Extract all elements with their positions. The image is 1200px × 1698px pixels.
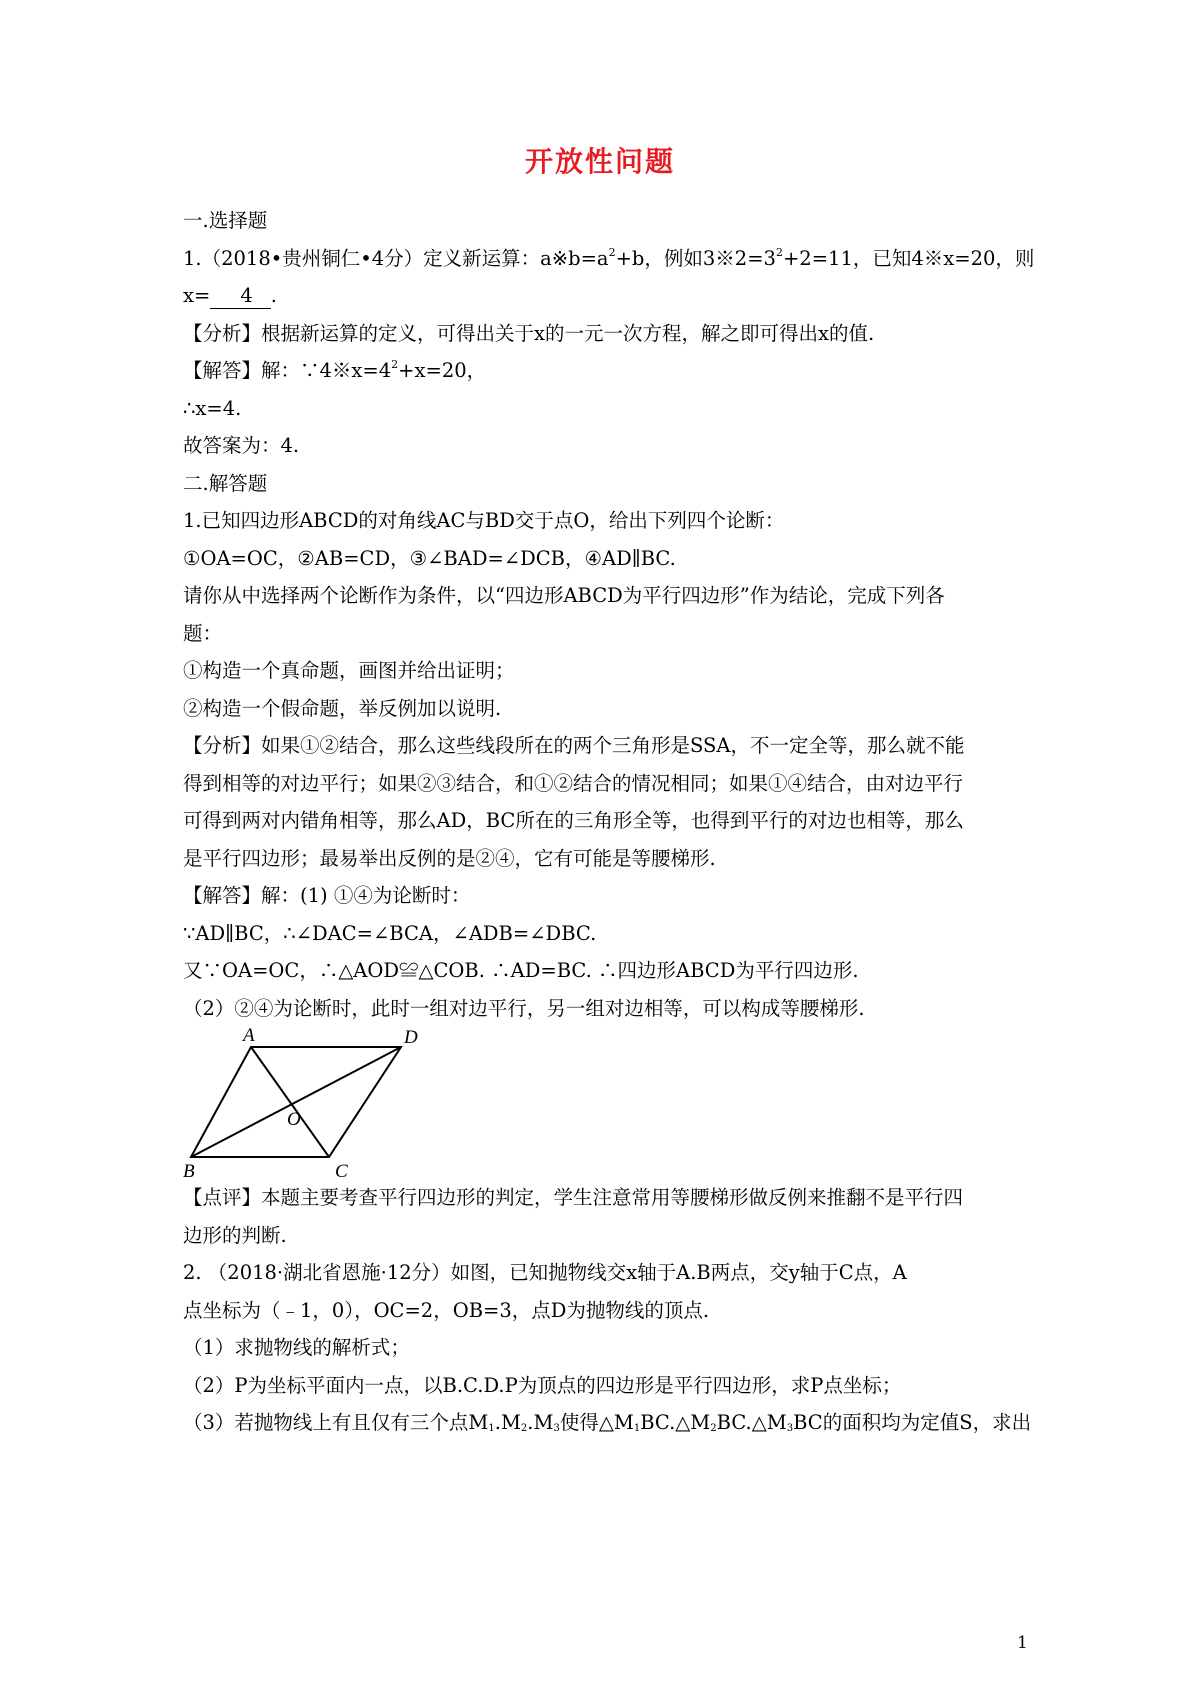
p1-solution-4: （2）②④为论断时，此时一组对边平行，另一组对边相等，可以构成等腰梯形.: [183, 996, 865, 1020]
p2-line-3: （1）求抛物线的解析式；: [183, 1336, 410, 1359]
p1-comment-1: 【点评】本题主要考查平行四边形的判定，学生注意常用等腰梯形做反例来推翻不是平行四: [183, 1186, 964, 1209]
page-number: 1: [1017, 1633, 1028, 1653]
p1-line-4: 题：: [183, 621, 223, 645]
p2-line-2: 点坐标为（﹣1，0），OC=2，OB=3，点D为抛物线的顶点.: [183, 1298, 710, 1322]
p1-solution-1: 【解答】解：(1) ①④为论断时：: [183, 884, 471, 907]
parallelogram-figure: [183, 1027, 1033, 1179]
diagonal-bd: [191, 1047, 401, 1157]
p1-solution-2: ∵AD∥BC，∴∠DAC=∠BCA，∠ADB=∠DBC.: [183, 921, 597, 945]
p1-line-1: 1.已知四边形ABCD的对角线AC与BD交于点O，给出下列四个论断：: [183, 509, 785, 532]
p1-solution-3: 又∵OA=OC，∴△AOD≌△COB. ∴AD=BC. ∴四边形ABCD为平行四边形.: [183, 959, 859, 982]
p2-line-1: 2. （2018·湖北省恩施·12分）如图，已知抛物线交x轴于A.B两点，交y轴于C点，A: [183, 1261, 907, 1284]
center-label-o: O: [287, 1109, 301, 1130]
p1-line-2: ①OA=OC，②AB=CD，③∠BAD=∠DCB，④AD∥BC.: [183, 546, 676, 570]
p1-comment-2: 边形的判断.: [183, 1223, 287, 1247]
p1-analysis-1: 【分析】如果①②结合，那么这些线段所在的两个三角形是SSA，不一定全等，那么就不能: [183, 734, 965, 757]
p1-analysis-3: 可得到两对内错角相等，那么AD，BC所在的三角形全等，也得到平行的对边也相等，那么: [183, 809, 964, 832]
vertex-label-c: C: [335, 1161, 348, 1179]
diagonal-ac: [251, 1047, 329, 1157]
p2-line-4: （2）P为坐标平面内一点，以B.C.D.P为顶点的四边形是平行四边形，求P点坐标；: [183, 1373, 902, 1397]
parallelogram-diagram: [183, 1027, 423, 1179]
q1-analysis: 【分析】根据新运算的定义，可得出关于x的一元一次方程，解之即可得出x的值.: [183, 321, 875, 345]
p2-line-5: （3）若抛物线上有且仅有三个点$M_1.M_2.M_3$使得$\triangle M_1BC.\triangle M_2BC.\triangle M_3BC$的面积均为定值S，求出: [183, 1411, 1032, 1434]
p1-analysis-4: 是平行四边形；最易举出反例的是②④，它有可能是等腰梯形.: [183, 846, 716, 870]
p1-line-5: ①构造一个真命题，画图并给出证明；: [183, 659, 515, 682]
q1-solution: 【解答】解：$\because 4※x=4^2+x=20$，: [183, 358, 487, 382]
vertex-label-d: D: [404, 1027, 418, 1048]
q1-final-answer: 故答案为：4.: [183, 434, 300, 457]
vertex-label-a: A: [243, 1027, 255, 1046]
page-title: 开放性问题: [524, 145, 675, 178]
p1-line-3: 请你从中选择两个论断作为条件，以“四边形ABCD为平行四边形”作为结论，完成下列各: [183, 584, 945, 607]
document-body: [183, 202, 1033, 1442]
q1-line-2: x= 4 .: [183, 284, 277, 307]
q1-line-1: 1.（2018•贵州铜仁•4分）定义新运算：$a※b=a^2+b$，例如$3※2=3^2+2=11$，已知4※x=20，则: [183, 245, 1035, 270]
vertex-label-b: B: [183, 1161, 195, 1179]
p1-line-6: ②构造一个假命题，举反例加以说明.: [183, 696, 502, 720]
p1-analysis-2: 得到相等的对边平行；如果②③结合，和①②结合的情况相同；如果①④结合，由对边平行: [183, 771, 964, 795]
section-heading-solve: 二.解答题: [183, 471, 268, 495]
section-heading-choice: 一.选择题: [183, 209, 268, 232]
answer-blank: 4: [210, 284, 270, 309]
q1-therefore: ∴x=4.: [183, 396, 242, 420]
